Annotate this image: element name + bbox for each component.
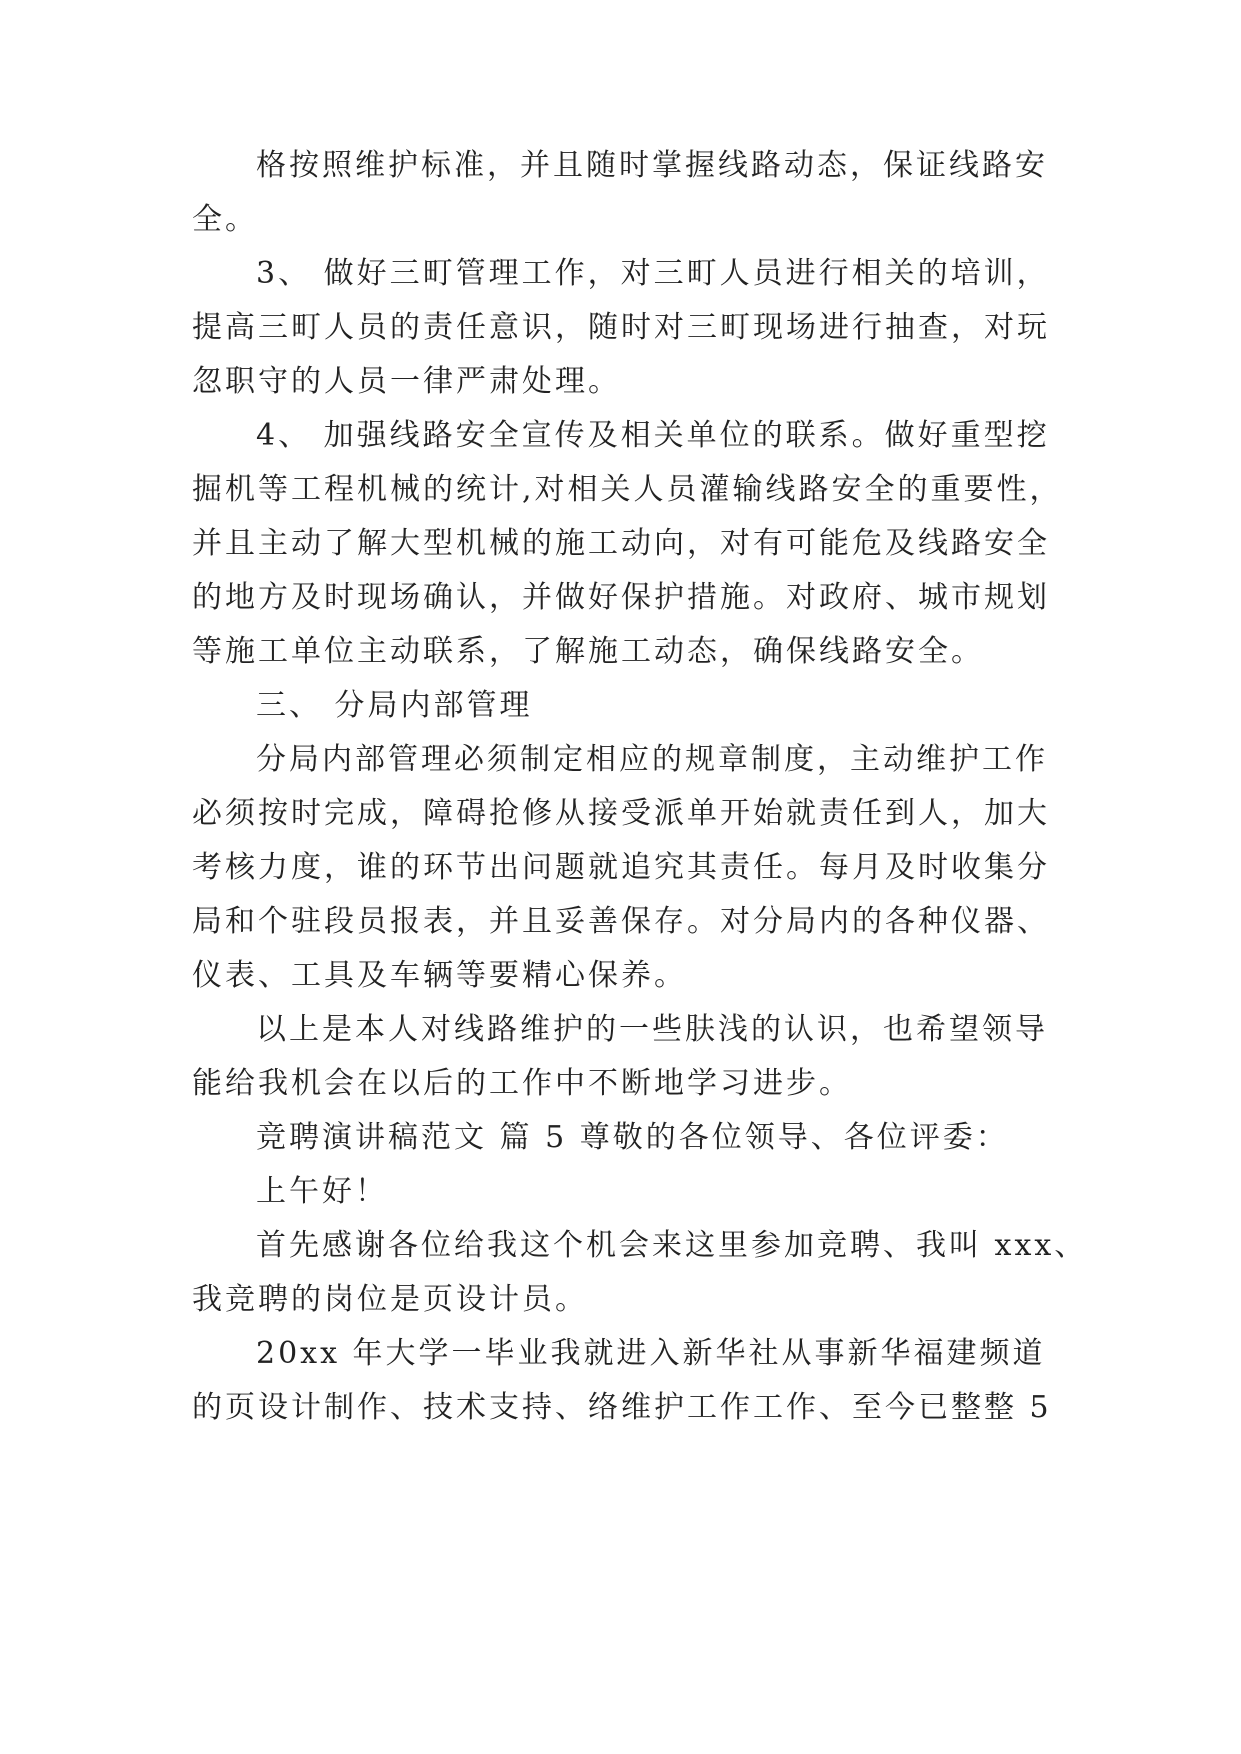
text-line: 3、 做好三町管理工作，对三町人员进行相关的培训， (256, 256, 1050, 291)
text-line: 格按照维护标准，并且随时掌握线路动态，保证线路安 (256, 148, 1048, 183)
text-line: 提高三町人员的责任意识，随时对三町现场进行抽查，对玩 (192, 310, 1050, 345)
text-line: 全。 (192, 202, 258, 237)
section-heading: 三、 分局内部管理 (256, 688, 533, 723)
text-line: 必须按时完成，障碍抢修从接受派单开始就责任到人，加大 (192, 796, 1050, 831)
text-line: 的地方及时现场确认，并做好保护措施。对政府、城市规划 (192, 580, 1050, 615)
text-line: 局和个驻段员报表，并且妥善保存。对分局内的各种仪器、 (192, 904, 1050, 939)
text-line: 上午好！ (256, 1174, 388, 1209)
text-line: 考核力度，谁的环节出问题就追究其责任。每月及时收集分 (192, 850, 1050, 885)
text-line: 的页设计制作、技术支持、络维护工作工作、至今已整整 5 (192, 1390, 1052, 1425)
text-line: 掘机等工程机械的统计,对相关人员灌输线路安全的重要性， (192, 472, 1063, 507)
text-line: 分局内部管理必须制定相应的规章制度，主动维护工作 (256, 742, 1048, 777)
text-line: 忽职守的人员一律严肃处理。 (192, 364, 621, 399)
text-line: 竞聘演讲稿范文 篇 5 尊敬的各位领导、各位评委： (256, 1120, 1009, 1155)
text-line: 4、 加强线路安全宣传及相关单位的联系。做好重型挖 (256, 418, 1050, 453)
text-line: 首先感谢各位给我这个机会来这里参加竞聘、我叫 xxx、 (256, 1228, 1088, 1263)
text-line: 我竞聘的岗位是页设计员。 (192, 1282, 588, 1317)
text-line: 20xx 年大学一毕业我就进入新华社从事新华福建频道 (256, 1336, 1046, 1371)
text-line: 仪表、工具及车辆等要精心保养。 (192, 958, 687, 993)
text-line: 等施工单位主动联系，了解施工动态，确保线路安全。 (192, 634, 984, 669)
text-line: 能给我机会在以后的工作中不断地学习进步。 (192, 1066, 852, 1101)
text-line: 以上是本人对线路维护的一些肤浅的认识，也希望领导 (256, 1012, 1048, 1047)
text-line: 并且主动了解大型机械的施工动向，对有可能危及线路安全 (192, 526, 1050, 561)
